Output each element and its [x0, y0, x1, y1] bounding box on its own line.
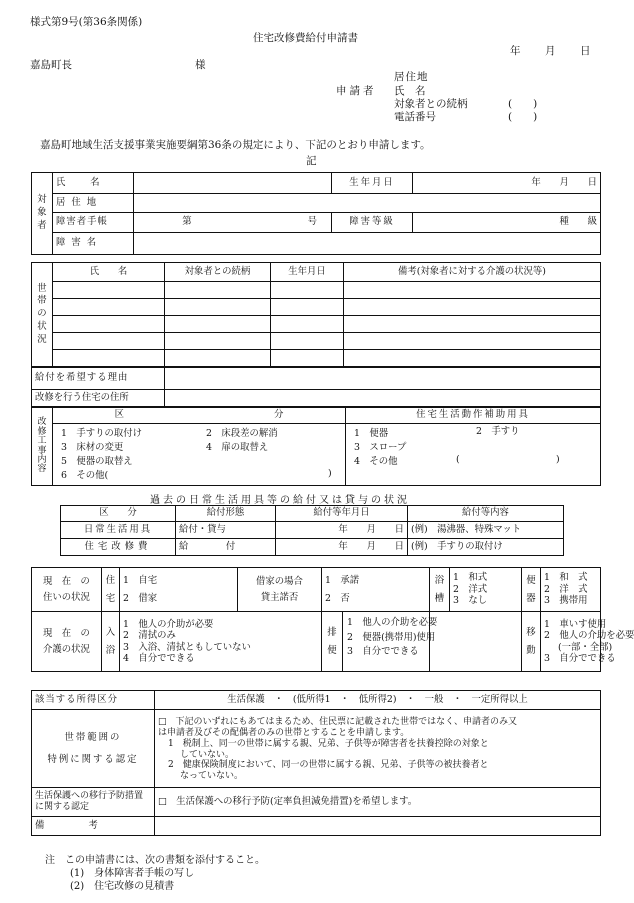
household-special-label: 世帯範囲の 特例に関する認定 — [32, 710, 155, 788]
living-rent-label: 借家の場合 貸主諾否 — [238, 568, 322, 612]
household-cell[interactable] — [271, 299, 344, 316]
applicant-name: 氏 名 — [394, 85, 426, 97]
household-header-remarks: 備考(対象者に対する介護の状況等) — [344, 263, 601, 282]
subject-side-label: 対 象 者 — [32, 173, 53, 255]
living-table — [31, 567, 634, 672]
date-day: 日 — [580, 45, 591, 57]
subject-grade-value[interactable]: 種 級 — [413, 213, 601, 233]
past-table — [60, 505, 564, 556]
moving-opt: 3 自分でできる — [544, 652, 616, 664]
living-rent-opts[interactable] — [322, 568, 430, 612]
household-cell[interactable] — [344, 333, 601, 350]
applicant-address: 居住地 — [394, 71, 429, 83]
house-opt: 2 借家 — [123, 592, 158, 604]
household-cell[interactable] — [271, 350, 344, 367]
past-header: 区 分 — [61, 506, 176, 522]
household-cell[interactable] — [53, 282, 165, 299]
past-cell[interactable]: (例) 手すりの取付け — [408, 539, 564, 556]
work-item: 1 手すりの取付け — [61, 428, 142, 439]
aid-close-paren: ) — [556, 454, 560, 465]
phone-paren: ( ) — [508, 111, 538, 123]
past-title: 過去の日常生活用具等の給付又は貸与の状況 — [150, 495, 410, 506]
applicant-relation: 対象者との続柄 — [394, 98, 468, 110]
subject-disability-label: 障害名 — [53, 233, 134, 255]
living-excretion-extra — [430, 612, 522, 672]
bath-opt: 1 和式 — [453, 571, 488, 583]
income-label: 該当する所得区分 — [32, 691, 155, 710]
living-bath-label: 浴 槽 — [430, 568, 450, 612]
subject-name-value[interactable] — [134, 173, 332, 194]
work-kubun-header — [53, 408, 346, 424]
household-cell[interactable] — [53, 299, 165, 316]
special-line: していない。 — [180, 749, 235, 760]
remarks-value[interactable] — [155, 817, 601, 836]
excretion-opt: 1 他人の介助を必要 — [347, 617, 438, 628]
subject-address-value[interactable] — [134, 194, 601, 213]
work-item: 2 床段差の解消 — [206, 428, 278, 439]
household-cell[interactable] — [344, 350, 601, 367]
subject-name-label: 氏 名 — [53, 173, 134, 194]
welfare-label: 生活保護への移行予防措置に関する認定 — [32, 788, 155, 817]
living-house-label: 住 宅 — [102, 568, 120, 612]
living-moving-label: 移 動 — [522, 612, 541, 672]
welfare-text[interactable]: □ 生活保護への移行予防(定率負担減免措置)を希望します。 — [155, 788, 601, 817]
notes-item: (1) 身体障害者手帳の写し — [70, 868, 195, 879]
household-cell[interactable] — [165, 316, 271, 333]
past-header: 給付等内容 — [408, 506, 564, 522]
excretion-opt: 3 自分でできる — [347, 646, 419, 658]
household-header-relation: 対象者との続柄 — [165, 263, 271, 282]
household-cell[interactable] — [53, 316, 165, 333]
living-moving-opts[interactable] — [541, 612, 634, 672]
date-year: 年 — [510, 45, 521, 57]
notes-lead: 注 この申請書には、次の書類を添付すること。 — [45, 855, 265, 866]
household-cell[interactable] — [344, 282, 601, 299]
household-cell[interactable] — [344, 316, 601, 333]
aid-item: 4 その他 — [354, 456, 398, 467]
bath-opt: 3 なし — [453, 595, 488, 607]
household-header-birth: 生年月日 — [271, 263, 344, 282]
addressee: 嘉島町長 — [30, 59, 72, 71]
household-cell[interactable] — [344, 299, 601, 316]
past-cell[interactable]: (例) 湯沸器、特殊マット — [408, 522, 564, 539]
household-special-text[interactable] — [155, 710, 601, 788]
rent-opt: 1 承諾 — [325, 574, 360, 586]
bathing-opt: 2 清拭のみ — [123, 630, 176, 642]
living-bath-opts[interactable] — [450, 568, 522, 612]
work-side-label: 改 修 工 事 内 容 — [32, 408, 53, 486]
living-excretion-wrap — [322, 612, 438, 672]
household-cell[interactable] — [165, 333, 271, 350]
past-cell[interactable]: 年 月 日 — [276, 522, 408, 539]
house-opt: 1 自宅 — [123, 574, 158, 586]
work-item: 4 扉の取替え — [206, 442, 269, 453]
bath-opt: 2 洋式 — [453, 583, 488, 595]
target-address-label: 改修を行う住宅の住所 — [32, 390, 165, 407]
household-side-label: 世 帯 の 状 況 — [32, 263, 53, 367]
moving-opt: (一部・全部) — [558, 641, 613, 653]
household-cell[interactable] — [53, 333, 165, 350]
household-cell[interactable] — [271, 282, 344, 299]
work-items-mid — [206, 427, 278, 455]
living-care-label: 現 在 の 介護の状況 — [32, 612, 102, 672]
bathing-opt: 3 入浴、清拭ともしていない — [123, 641, 251, 653]
living-excretion-label: 排 便 — [322, 612, 343, 671]
relation-paren: ( ) — [508, 98, 538, 110]
past-cell[interactable]: 年 月 日 — [276, 539, 408, 556]
past-cell: 日常生活用具 — [61, 522, 176, 539]
work-aids[interactable] — [346, 424, 601, 486]
subject-birth-value[interactable]: 年 月 日 — [413, 173, 601, 194]
work-item: 6 その他( — [61, 470, 109, 481]
income-table — [31, 690, 601, 836]
special-line: は申請者及びその配偶者のみの世帯とすることを申請します。 — [158, 727, 410, 738]
honorific: 様 — [195, 59, 206, 71]
household-cell[interactable] — [271, 316, 344, 333]
applicant-phone: 電話番号 — [394, 111, 436, 123]
household-cell[interactable] — [165, 299, 271, 316]
household-cell[interactable] — [165, 282, 271, 299]
bathing-opt: 4 自分でできる — [123, 652, 195, 664]
past-cell[interactable]: 給付・貸与 — [176, 522, 276, 539]
reason-table — [31, 367, 601, 407]
living-bathing-opts[interactable] — [120, 612, 322, 672]
special-line: 1 税制上、同一の世帯に属する親、兄弟、子供等が障害者を扶養控除の対象と — [168, 738, 489, 749]
income-value[interactable]: 生活保護 ・ (低所得1 ・ 低所得2) ・ 一般 ・ 一定所得以上 — [155, 691, 601, 710]
techo-dai: 第 — [182, 216, 192, 228]
subject-disability-value[interactable] — [134, 233, 601, 255]
living-bathing-label: 入 浴 — [102, 612, 120, 672]
subject-birth-label: 生年月日 — [332, 173, 413, 194]
subject-grade-label: 障害等級 — [332, 213, 413, 233]
reason-label: 給付を希望する理由 — [32, 368, 165, 390]
target-address-value[interactable] — [165, 390, 601, 407]
toilet-opt: 1 和 式 — [544, 571, 588, 583]
aid-open-paren: ( — [456, 454, 460, 465]
work-items-left — [61, 427, 142, 483]
special-line: なっていない。 — [180, 771, 244, 782]
subject-table — [31, 172, 601, 255]
work-item: 5 便器の取替え — [61, 456, 133, 467]
notes-item: (2) 住宅改修の見積書 — [70, 881, 175, 892]
subject-techo-value[interactable] — [134, 213, 332, 233]
past-header: 給付等年月日 — [276, 506, 408, 522]
toilet-opt: 2 洋 式 — [544, 583, 588, 595]
rent-opt: 2 否 — [325, 592, 350, 604]
living-current-label: 現 在 の 住いの状況 — [32, 568, 102, 612]
applicant-label: 申請者 — [336, 85, 377, 97]
household-cell[interactable] — [53, 350, 165, 367]
excretion-opt: 2 便器(携帯用)使用 — [347, 631, 436, 643]
aid-list — [354, 427, 406, 469]
household-cell[interactable] — [271, 333, 344, 350]
living-house-opts[interactable] — [120, 568, 238, 612]
household-header-name: 氏 名 — [53, 263, 165, 282]
past-cell: 住宅改修費 — [61, 539, 176, 556]
form-title: 住宅改修費給付申請書 — [253, 32, 358, 44]
bathing-opt: 1 他人の介助が必要 — [123, 618, 214, 630]
household-cell[interactable] — [165, 350, 271, 367]
aid-item: 2 手すり — [476, 426, 520, 437]
living-toilet-opts[interactable] — [541, 568, 601, 612]
kubun-bun: 分 — [274, 409, 284, 421]
aid-item: 1 便器 — [354, 428, 389, 439]
ki-label: 記 — [306, 155, 317, 167]
special-line: □ 下記のいずれにもあてはまるため、住民票に記載された世帯ではなく、申請者のみ又 — [158, 717, 517, 728]
work-table — [31, 407, 601, 486]
techo-go: 号 — [307, 216, 317, 228]
aid-item: 3 スロープ — [354, 442, 407, 453]
kubun-ku: 区 — [114, 409, 124, 421]
work-item: 3 床材の変更 — [61, 442, 124, 453]
subject-techo-label: 障害者手帳 — [53, 213, 134, 233]
reason-value[interactable] — [165, 368, 601, 390]
work-close-paren: ) — [328, 468, 332, 479]
form-number: 様式第9号(第36条関係) — [30, 16, 143, 28]
past-cell[interactable]: 給 付 — [176, 539, 276, 556]
remarks-label: 備 考 — [32, 817, 155, 836]
moving-opt: 1 車いす使用 — [544, 618, 607, 630]
work-items[interactable] — [53, 424, 346, 486]
intro-text: 嘉島町地域生活支援事業実施要綱第36条の規定により、下記のとおり申請します。 — [40, 139, 431, 151]
moving-opt: 2 他人の介助を必要 — [544, 630, 634, 642]
subject-address-label: 居住地 — [53, 194, 134, 213]
past-header: 給付形態 — [176, 506, 276, 522]
toilet-opt: 3 携帯用 — [544, 595, 588, 607]
household-table — [31, 262, 601, 367]
date-month: 月 — [545, 45, 556, 57]
work-aid-header: 住宅生活動作補助用具 — [346, 408, 601, 424]
living-excretion-opts[interactable] — [347, 616, 437, 660]
special-line: 2 健康保険制度において、同一の世帯に属する親、兄弟、子供等の被扶養者と — [168, 760, 489, 771]
living-toilet-label: 便 器 — [522, 568, 541, 612]
